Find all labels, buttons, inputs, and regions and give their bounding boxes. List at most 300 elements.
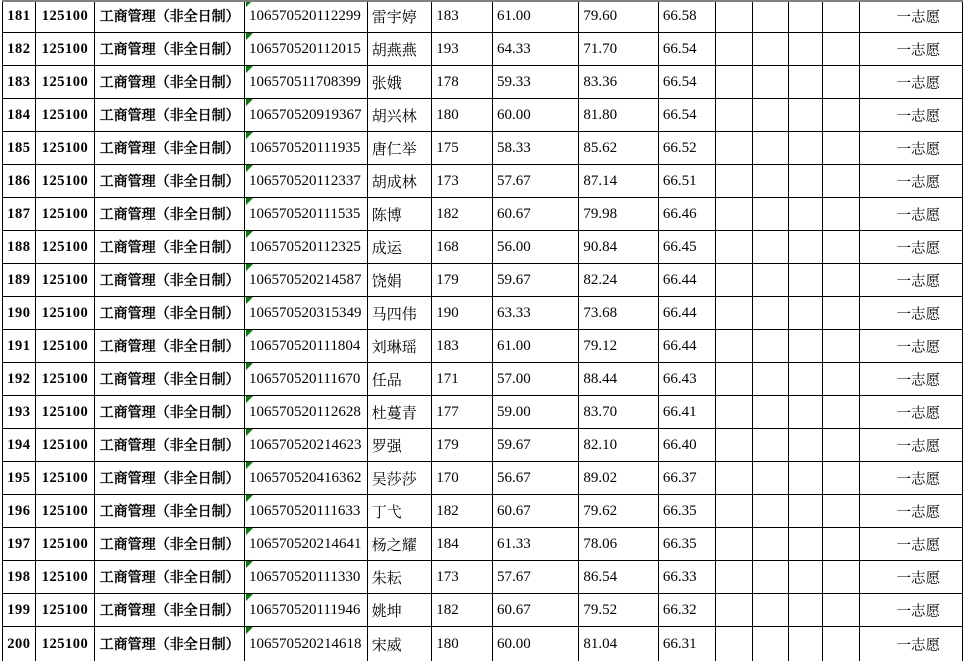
cell-text: 183 — [436, 337, 459, 354]
cell-volunteer[interactable] — [860, 66, 963, 99]
cell-major[interactable] — [95, 264, 245, 297]
cell-score3[interactable] — [579, 0, 659, 33]
cell-volunteer[interactable] — [860, 627, 963, 662]
cell-score2[interactable] — [493, 594, 579, 627]
cell-score2[interactable] — [493, 462, 579, 495]
cell-name[interactable] — [367, 462, 431, 495]
cell-volunteer[interactable] — [860, 363, 963, 396]
cell-empty2[interactable] — [752, 198, 788, 231]
cell-score1[interactable] — [432, 330, 493, 363]
cell-no[interactable] — [3, 495, 36, 528]
cell-major[interactable] — [95, 33, 245, 66]
cell-score1[interactable] — [432, 363, 493, 396]
cell-major[interactable] — [95, 594, 245, 627]
cell-empty1[interactable] — [716, 132, 753, 165]
cell-no[interactable] — [3, 462, 36, 495]
cell-name[interactable] — [367, 132, 431, 165]
cell-empty4[interactable] — [823, 132, 860, 165]
cell-score3[interactable] — [579, 429, 659, 462]
cell-name[interactable] — [367, 66, 431, 99]
cell-empty2[interactable] — [752, 495, 788, 528]
cell-major[interactable] — [95, 198, 245, 231]
cell-empty2[interactable] — [752, 528, 788, 561]
cell-major[interactable] — [95, 99, 245, 132]
cell-score2[interactable] — [493, 66, 579, 99]
cell-empty3[interactable] — [788, 627, 823, 662]
cell-score3[interactable] — [579, 363, 659, 396]
cell-no[interactable] — [3, 165, 36, 198]
cell-score2[interactable] — [493, 297, 579, 330]
cell-id[interactable] — [244, 198, 367, 231]
cell-code[interactable] — [35, 198, 95, 231]
cell-text: 60.67 — [497, 205, 531, 222]
cell-empty2[interactable] — [752, 627, 788, 662]
cell-no[interactable] — [3, 0, 36, 33]
cell-score1[interactable] — [432, 297, 493, 330]
cell-code[interactable] — [35, 627, 95, 662]
cell-id[interactable] — [244, 66, 367, 99]
cell-major[interactable] — [95, 66, 245, 99]
cell-name[interactable] — [367, 627, 431, 662]
cell-score3[interactable] — [579, 231, 659, 264]
cell-empty3[interactable] — [788, 297, 823, 330]
cell-score3[interactable] — [579, 561, 659, 594]
cell-text: 125100 — [41, 568, 89, 585]
cell-empty4[interactable] — [823, 462, 860, 495]
cell-major[interactable] — [95, 363, 245, 396]
cell-empty3[interactable] — [788, 462, 823, 495]
cell-empty4[interactable] — [823, 330, 860, 363]
cell-score3[interactable] — [579, 495, 659, 528]
cell-volunteer[interactable] — [860, 528, 963, 561]
cell-score4[interactable] — [658, 0, 715, 33]
cell-empty4[interactable] — [823, 33, 860, 66]
cell-empty3[interactable] — [788, 495, 823, 528]
cell-empty1[interactable] — [716, 99, 753, 132]
cell-name[interactable] — [367, 363, 431, 396]
cell-code[interactable] — [35, 264, 95, 297]
cell-empty3[interactable] — [788, 264, 823, 297]
cell-empty1[interactable] — [716, 462, 753, 495]
cell-major[interactable] — [95, 231, 245, 264]
cell-score2[interactable] — [493, 99, 579, 132]
cell-score4[interactable] — [658, 528, 715, 561]
cell-score3[interactable] — [579, 297, 659, 330]
cell-text: 66.46 — [662, 205, 697, 222]
cell-id[interactable] — [244, 462, 367, 495]
cell-major[interactable] — [95, 528, 245, 561]
cell-score3[interactable] — [579, 396, 659, 429]
cell-score2[interactable] — [493, 330, 579, 363]
cell-code[interactable] — [35, 594, 95, 627]
cell-id[interactable] — [244, 330, 367, 363]
cell-empty3[interactable] — [788, 429, 823, 462]
cell-code[interactable] — [35, 462, 95, 495]
cell-volunteer[interactable] — [860, 297, 963, 330]
cell-no[interactable] — [3, 594, 36, 627]
cell-score1[interactable] — [432, 396, 493, 429]
cell-code[interactable] — [35, 396, 95, 429]
cell-id[interactable] — [244, 561, 367, 594]
cell-empty1[interactable] — [716, 495, 753, 528]
cell-name[interactable] — [367, 429, 431, 462]
cell-text: 61.00 — [497, 7, 531, 24]
cell-empty3[interactable] — [788, 99, 823, 132]
cell-text: 罗强 — [371, 438, 402, 455]
cell-text: 工商管理（非全日制） — [99, 43, 240, 58]
cell-empty1[interactable] — [716, 66, 753, 99]
cell-score2[interactable] — [493, 528, 579, 561]
table-row — [3, 231, 963, 264]
cell-empty3[interactable] — [788, 132, 823, 165]
cell-no[interactable] — [3, 561, 36, 594]
cell-score1[interactable] — [432, 66, 493, 99]
cell-code[interactable] — [35, 165, 95, 198]
cell-id[interactable] — [244, 429, 367, 462]
cell-score3[interactable] — [579, 132, 659, 165]
cell-code[interactable] — [35, 495, 95, 528]
cell-no[interactable] — [3, 99, 36, 132]
cell-id[interactable] — [244, 594, 367, 627]
cell-empty3[interactable] — [788, 561, 823, 594]
cell-major[interactable] — [95, 627, 245, 662]
cell-name[interactable] — [367, 330, 431, 363]
cell-name[interactable] — [367, 33, 431, 66]
cell-empty1[interactable] — [716, 363, 753, 396]
cell-major[interactable] — [95, 165, 245, 198]
cell-id[interactable] — [244, 99, 367, 132]
cell-no[interactable] — [3, 66, 36, 99]
cell-empty3[interactable] — [788, 66, 823, 99]
cell-empty3[interactable] — [788, 33, 823, 66]
cell-empty4[interactable] — [823, 297, 860, 330]
cell-text: 57.67 — [497, 172, 531, 189]
cell-score1[interactable] — [432, 231, 493, 264]
cell-empty4[interactable] — [823, 99, 860, 132]
cell-empty2[interactable] — [752, 297, 788, 330]
cell-id[interactable] — [244, 0, 367, 33]
cell-score2[interactable] — [493, 165, 579, 198]
cell-name[interactable] — [367, 495, 431, 528]
cell-empty3[interactable] — [788, 198, 823, 231]
cell-score1[interactable] — [432, 627, 493, 662]
cell-volunteer[interactable] — [860, 132, 963, 165]
cell-score4[interactable] — [658, 429, 715, 462]
cell-empty2[interactable] — [752, 33, 788, 66]
cell-empty1[interactable] — [716, 627, 753, 662]
cell-empty3[interactable] — [788, 330, 823, 363]
cell-code[interactable] — [35, 132, 95, 165]
cell-empty1[interactable] — [716, 33, 753, 66]
cell-major[interactable] — [95, 561, 245, 594]
cell-score2[interactable] — [493, 198, 579, 231]
cell-score2[interactable] — [493, 264, 579, 297]
cell-score1[interactable] — [432, 561, 493, 594]
cell-empty1[interactable] — [716, 0, 753, 33]
cell-name[interactable] — [367, 297, 431, 330]
cell-no[interactable] — [3, 297, 36, 330]
cell-id[interactable] — [244, 495, 367, 528]
cell-empty4[interactable] — [823, 0, 860, 33]
cell-empty2[interactable] — [752, 99, 788, 132]
cell-empty2[interactable] — [752, 330, 788, 363]
cell-major[interactable] — [95, 297, 245, 330]
cell-name[interactable] — [367, 594, 431, 627]
cell-empty4[interactable] — [823, 627, 860, 662]
cell-name[interactable] — [367, 0, 431, 33]
cell-name[interactable] — [367, 561, 431, 594]
cell-empty3[interactable] — [788, 165, 823, 198]
cell-empty2[interactable] — [752, 363, 788, 396]
cell-empty4[interactable] — [823, 66, 860, 99]
cell-score2[interactable] — [493, 429, 579, 462]
cell-volunteer[interactable] — [860, 198, 963, 231]
cell-empty2[interactable] — [752, 0, 788, 33]
cell-score1[interactable] — [432, 528, 493, 561]
cell-empty2[interactable] — [752, 396, 788, 429]
cell-score4[interactable] — [658, 231, 715, 264]
cell-text: 60.67 — [497, 601, 531, 618]
cell-empty1[interactable] — [716, 429, 753, 462]
cell-volunteer[interactable] — [860, 561, 963, 594]
cell-empty1[interactable] — [716, 231, 753, 264]
cell-score4[interactable] — [658, 462, 715, 495]
cell-empty3[interactable] — [788, 528, 823, 561]
cell-volunteer[interactable] — [860, 594, 963, 627]
cell-volunteer[interactable] — [860, 264, 963, 297]
cell-no[interactable] — [3, 429, 36, 462]
cell-empty2[interactable] — [752, 66, 788, 99]
cell-empty1[interactable] — [716, 396, 753, 429]
cell-volunteer[interactable] — [860, 165, 963, 198]
cell-empty4[interactable] — [823, 363, 860, 396]
cell-score3[interactable] — [579, 330, 659, 363]
cell-volunteer[interactable] — [860, 462, 963, 495]
cell-no[interactable] — [3, 528, 36, 561]
cell-empty4[interactable] — [823, 495, 860, 528]
cell-code[interactable] — [35, 66, 95, 99]
cell-no[interactable] — [3, 627, 36, 662]
cell-empty1[interactable] — [716, 165, 753, 198]
cell-empty3[interactable] — [788, 363, 823, 396]
table-body — [3, 0, 963, 661]
cell-id[interactable] — [244, 528, 367, 561]
cell-empty4[interactable] — [823, 198, 860, 231]
cell-empty1[interactable] — [716, 297, 753, 330]
cell-major[interactable] — [95, 330, 245, 363]
cell-empty4[interactable] — [823, 396, 860, 429]
cell-no[interactable] — [3, 264, 36, 297]
cell-empty4[interactable] — [823, 231, 860, 264]
cell-no[interactable] — [3, 231, 36, 264]
cell-score4[interactable] — [658, 627, 715, 662]
cell-id[interactable] — [244, 297, 367, 330]
cell-volunteer[interactable] — [860, 330, 963, 363]
cell-text: 工商管理（非全日制） — [99, 538, 240, 553]
cell-no[interactable] — [3, 396, 36, 429]
cell-empty1[interactable] — [716, 198, 753, 231]
cell-empty2[interactable] — [752, 561, 788, 594]
cell-id[interactable] — [244, 33, 367, 66]
cell-name[interactable] — [367, 99, 431, 132]
cell-score3[interactable] — [579, 264, 659, 297]
cell-empty2[interactable] — [752, 264, 788, 297]
cell-score3[interactable] — [579, 33, 659, 66]
cell-score3[interactable] — [579, 594, 659, 627]
cell-name[interactable] — [367, 264, 431, 297]
cell-score4[interactable] — [658, 33, 715, 66]
cell-volunteer[interactable] — [860, 231, 963, 264]
cell-empty4[interactable] — [823, 594, 860, 627]
cell-name[interactable] — [367, 231, 431, 264]
cell-name[interactable] — [367, 528, 431, 561]
cell-volunteer[interactable] — [860, 495, 963, 528]
cell-id[interactable] — [244, 132, 367, 165]
cell-score1[interactable] — [432, 0, 493, 33]
cell-score1[interactable] — [432, 429, 493, 462]
cell-score3[interactable] — [579, 462, 659, 495]
cell-name[interactable] — [367, 165, 431, 198]
cell-code[interactable] — [35, 363, 95, 396]
cell-name[interactable] — [367, 198, 431, 231]
cell-id[interactable] — [244, 396, 367, 429]
cell-score3[interactable] — [579, 165, 659, 198]
cell-empty2[interactable] — [752, 231, 788, 264]
cell-major[interactable] — [95, 462, 245, 495]
cell-score3[interactable] — [579, 99, 659, 132]
cell-score1[interactable] — [432, 132, 493, 165]
cell-score1[interactable] — [432, 33, 493, 66]
cell-score2[interactable] — [493, 0, 579, 33]
cell-score1[interactable] — [432, 594, 493, 627]
cell-score2[interactable] — [493, 495, 579, 528]
cell-major[interactable] — [95, 429, 245, 462]
cell-no[interactable] — [3, 198, 36, 231]
cell-empty2[interactable] — [752, 429, 788, 462]
cell-score3[interactable] — [579, 198, 659, 231]
cell-volunteer[interactable] — [860, 429, 963, 462]
cell-score4[interactable] — [658, 561, 715, 594]
cell-empty3[interactable] — [788, 396, 823, 429]
cell-score3[interactable] — [579, 66, 659, 99]
cell-id[interactable] — [244, 231, 367, 264]
cell-score3[interactable] — [579, 528, 659, 561]
cell-score4[interactable] — [658, 297, 715, 330]
cell-score4[interactable] — [658, 330, 715, 363]
cell-empty2[interactable] — [752, 594, 788, 627]
cell-score1[interactable] — [432, 462, 493, 495]
cell-score1[interactable] — [432, 198, 493, 231]
cell-score2[interactable] — [493, 627, 579, 662]
cell-empty1[interactable] — [716, 330, 753, 363]
cell-code[interactable] — [35, 297, 95, 330]
cell-no[interactable] — [3, 330, 36, 363]
cell-text: 66.54 — [662, 106, 697, 123]
cell-no[interactable] — [3, 33, 36, 66]
cell-score2[interactable] — [493, 396, 579, 429]
cell-score4[interactable] — [658, 396, 715, 429]
cell-id[interactable] — [244, 165, 367, 198]
cell-empty4[interactable] — [823, 165, 860, 198]
cell-score4[interactable] — [658, 165, 715, 198]
cell-empty3[interactable] — [788, 594, 823, 627]
cell-code[interactable] — [35, 561, 95, 594]
cell-id[interactable] — [244, 627, 367, 662]
cell-score1[interactable] — [432, 495, 493, 528]
cell-score1[interactable] — [432, 264, 493, 297]
cell-volunteer[interactable] — [860, 0, 963, 33]
cell-name[interactable] — [367, 396, 431, 429]
cell-score3[interactable] — [579, 627, 659, 662]
cell-empty1[interactable] — [716, 528, 753, 561]
cell-major[interactable] — [95, 495, 245, 528]
cell-major[interactable] — [95, 0, 245, 33]
cell-code[interactable] — [35, 429, 95, 462]
cell-text: 125100 — [41, 172, 89, 189]
cell-code[interactable] — [35, 0, 95, 33]
cell-empty4[interactable] — [823, 264, 860, 297]
cell-score4[interactable] — [658, 264, 715, 297]
cell-no[interactable] — [3, 132, 36, 165]
cell-score4[interactable] — [658, 132, 715, 165]
cell-empty2[interactable] — [752, 132, 788, 165]
cell-id[interactable] — [244, 363, 367, 396]
cell-text: 一志愿 — [896, 438, 940, 455]
cell-score1[interactable] — [432, 99, 493, 132]
cell-score2[interactable] — [493, 132, 579, 165]
cell-score2[interactable] — [493, 231, 579, 264]
cell-text: 79.52 — [583, 601, 618, 618]
cell-score1[interactable] — [432, 165, 493, 198]
cell-empty2[interactable] — [752, 462, 788, 495]
cell-score4[interactable] — [658, 363, 715, 396]
cell-empty4[interactable] — [823, 528, 860, 561]
cell-code[interactable] — [35, 231, 95, 264]
cell-score4[interactable] — [658, 99, 715, 132]
cell-score4[interactable] — [658, 198, 715, 231]
cell-score4[interactable] — [658, 594, 715, 627]
cell-volunteer[interactable] — [860, 99, 963, 132]
cell-score2[interactable] — [493, 33, 579, 66]
cell-empty4[interactable] — [823, 561, 860, 594]
cell-empty3[interactable] — [788, 0, 823, 33]
cell-code[interactable] — [35, 528, 95, 561]
cell-empty2[interactable] — [752, 165, 788, 198]
cell-no[interactable] — [3, 363, 36, 396]
cell-score2[interactable] — [493, 561, 579, 594]
cell-text: 工商管理（非全日制） — [99, 175, 240, 190]
cell-empty1[interactable] — [716, 561, 753, 594]
cell-major[interactable] — [95, 132, 245, 165]
cell-empty3[interactable] — [788, 231, 823, 264]
cell-code[interactable] — [35, 33, 95, 66]
cell-text: 张娥 — [371, 75, 402, 92]
cell-empty1[interactable] — [716, 594, 753, 627]
cell-score4[interactable] — [658, 66, 715, 99]
cell-score2[interactable] — [493, 363, 579, 396]
cell-text: 184 — [436, 535, 459, 552]
cell-volunteer[interactable] — [860, 396, 963, 429]
cell-id[interactable] — [244, 264, 367, 297]
cell-empty4[interactable] — [823, 429, 860, 462]
cell-empty1[interactable] — [716, 264, 753, 297]
cell-score4[interactable] — [658, 495, 715, 528]
number-stored-as-text-marker-icon — [246, 627, 253, 634]
cell-volunteer[interactable] — [860, 33, 963, 66]
cell-major[interactable] — [95, 396, 245, 429]
cell-code[interactable] — [35, 99, 95, 132]
cell-code[interactable] — [35, 330, 95, 363]
